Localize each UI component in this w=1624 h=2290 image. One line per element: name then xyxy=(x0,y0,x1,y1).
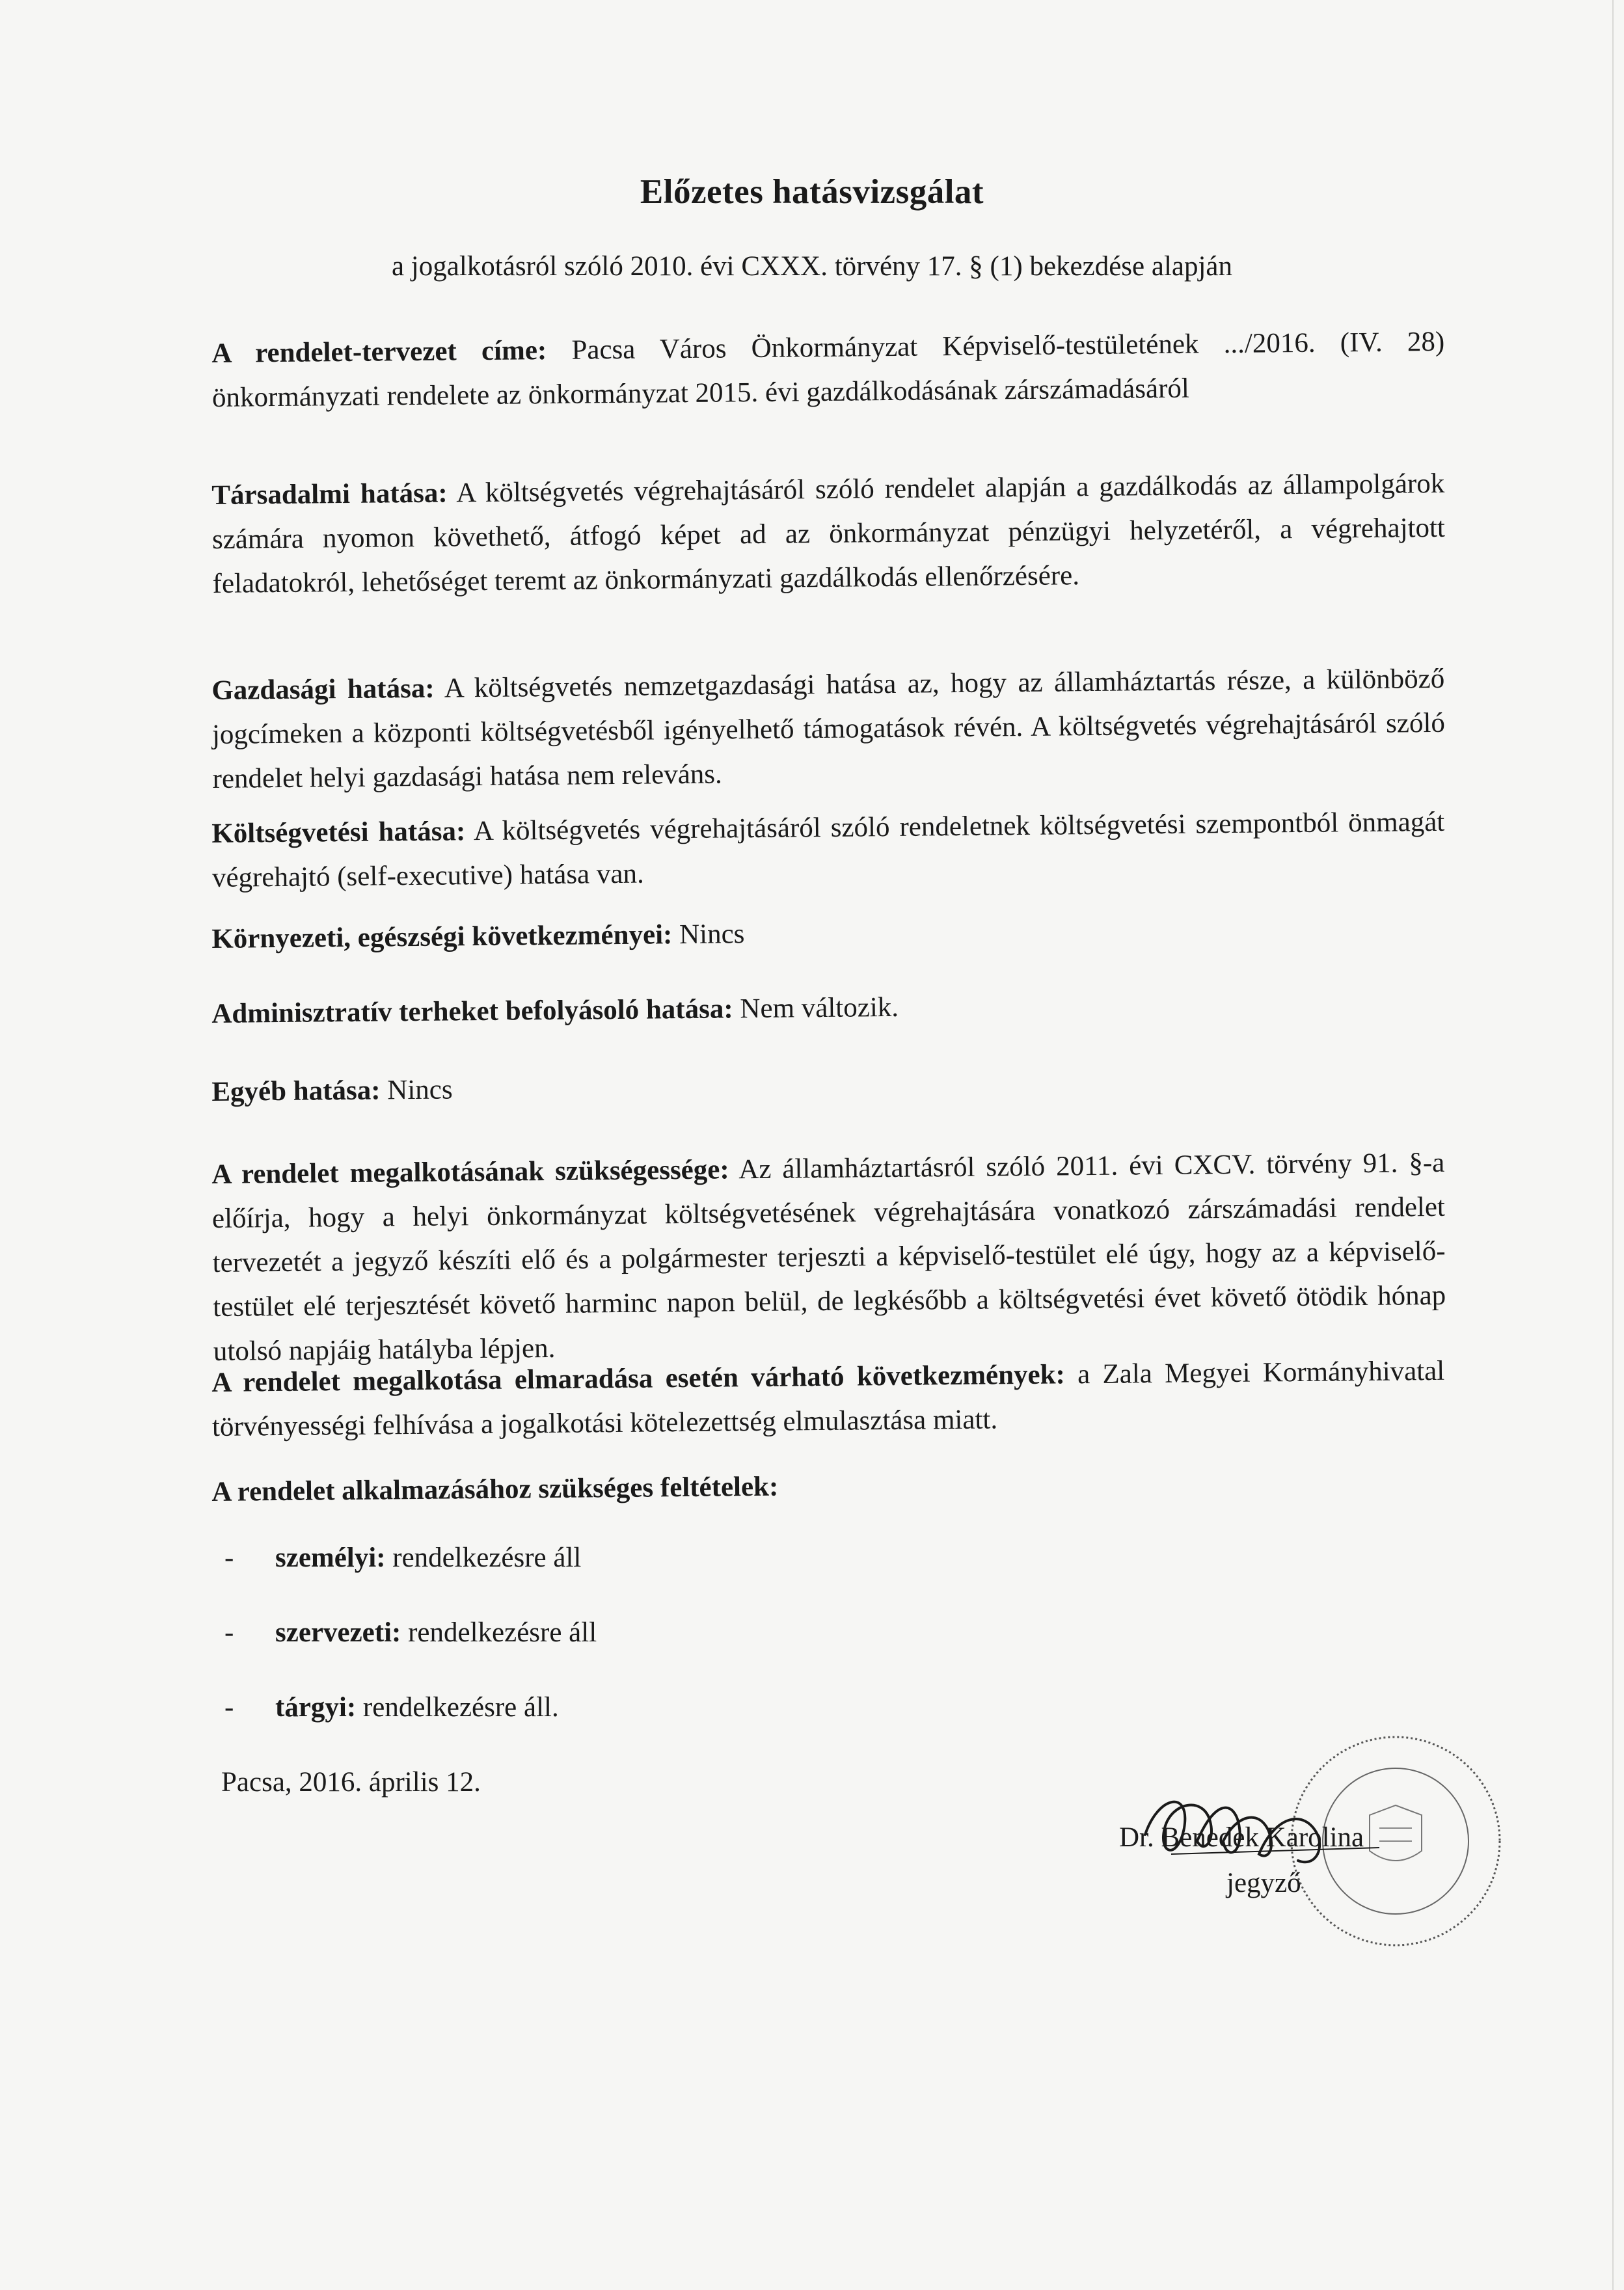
signatory-role: jegyző xyxy=(1226,1868,1301,1898)
section-text: Nem változik. xyxy=(733,991,899,1025)
signatory-name: Dr. Benedek Karolina xyxy=(1119,1822,1364,1853)
condition-text: rendelkezésre áll. xyxy=(356,1692,559,1723)
document-title: Előzetes hatásvizsgálat xyxy=(640,173,984,211)
scan-edge-line xyxy=(1612,0,1614,2290)
section-label: Költségvetési hatása: xyxy=(211,816,466,849)
date-line: Pacsa, 2016. április 12. xyxy=(221,1767,481,1798)
section-label: A rendelet-tervezet címe: xyxy=(211,335,547,369)
section-label: Gazdasági hatása: xyxy=(211,673,435,706)
section-text: Nincs xyxy=(380,1074,453,1106)
list-dash: - xyxy=(224,1617,234,1648)
section-feltetelek xyxy=(211,1459,1445,1515)
section-text: A költségvetés nemzetgazdasági hatása az, hogy az államháztartás része, a különböző jogcímeken a központi költségvetésből igényelhető támogatások révén. A költségvetés végrehajtásáról szóló rendelet helyi gazdasági hatása nem releváns. xyxy=(211,663,1446,794)
list-item xyxy=(224,1542,581,1574)
section-label: Egyéb hatása: xyxy=(211,1075,381,1107)
condition-label: szervezeti: xyxy=(275,1617,401,1648)
condition-label: személyi: xyxy=(275,1542,386,1573)
section-text: A költségvetés végrehajtásáról szóló rendeletnek költségvetési szempontból önmagát végrehajtó (self-executive) hatása van. xyxy=(211,806,1445,893)
section-szuksegessege xyxy=(211,1141,1446,1374)
section-adminisztrativ xyxy=(211,980,1445,1036)
section-elmaradasa xyxy=(211,1349,1445,1449)
section-text: Nincs xyxy=(672,919,745,950)
section-label: Társadalmi hatása: xyxy=(211,478,448,511)
list-item xyxy=(224,1617,597,1649)
list-dash: - xyxy=(224,1692,234,1723)
section-gazdasagi-hatasa xyxy=(211,657,1446,801)
section-koltsegvetesi-hatasa xyxy=(211,800,1445,900)
document-subtitle: a jogalkotásról szóló 2010. évi CXXX. törvény 17. § (1) bekezdése alapján xyxy=(391,251,1233,282)
section-text: Az államháztartásról szóló 2011. évi CXCV. törvény 91. §-a előírja, hogy a helyi önkormányzat költségvetésének végrehajtására vonatkozó zárszámadási rendelet tervezetét a jegyző készíti elő és a polgármester terjeszti a képviselő-testület elé úgy, hogy az a képviselő-testület elé terjesztését követő harminc napon belül, de legkésőbb a költségvetési évet követő ötödik hónap utolsó napjáig hatályba lépjen. xyxy=(211,1147,1446,1367)
condition-text: rendelkezésre áll xyxy=(385,1542,582,1573)
section-label: A rendelet megalkotásának szükségessége: xyxy=(211,1154,729,1190)
section-text: a Zala Megyei Kormányhivatal törvényességi felhívása a jogalkotási kötelezettség elmulasztása miatt. xyxy=(211,1355,1445,1442)
section-tarsadalmi-hatasa xyxy=(211,462,1446,606)
section-label: A rendelet alkalmazásához szükséges feltételek: xyxy=(211,1471,779,1507)
condition-label: tárgyi: xyxy=(275,1692,357,1723)
condition-text: rendelkezésre áll xyxy=(401,1617,597,1648)
list-item xyxy=(224,1691,559,1723)
section-text: A költségvetés végrehajtásáról szóló rendelet alapján a gazdálkodás az állampolgárok számára nyomon követhető, átfogó képet ad az önkormányzat pénzügyi helyzetéről, a végrehajtott feladatokról, lehetőséget teremt az önkormányzati gazdálkodás ellenőrzésére. xyxy=(211,468,1446,599)
section-egyeb-hatasa xyxy=(211,1058,1445,1114)
section-rendelet-cime xyxy=(211,320,1445,420)
section-label: Adminisztratív terheket befolyásoló hatása: xyxy=(211,993,733,1029)
section-kornyezeti xyxy=(211,906,1445,962)
section-label: A rendelet megalkotása elmaradása esetén várható következmények: xyxy=(211,1359,1066,1398)
section-text: Pacsa Város Önkormányzat Képviselő-testületének .../2016. (IV. 28) önkormányzati rendelete az önkormányzat 2015. évi gazdálkodásának zárszámadásáról xyxy=(211,326,1445,413)
section-label: Környezeti, egészségi következményei: xyxy=(211,919,673,954)
list-dash: - xyxy=(224,1542,234,1573)
